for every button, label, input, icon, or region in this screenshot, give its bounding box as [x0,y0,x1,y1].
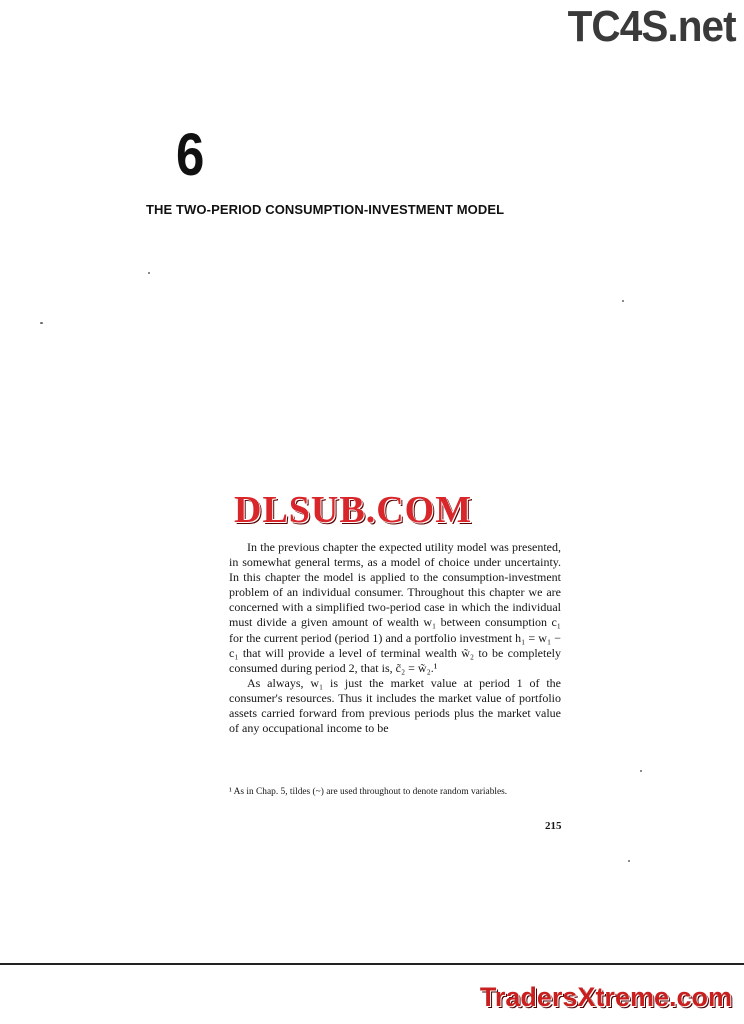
tradersxtreme-watermark: TradersXtreme.com [479,982,732,1012]
scan-speck [40,322,43,324]
paragraph-1: In the previous chapter the expected utility model was presented, in somewhat general terms, as a model of choice under uncertainty. In this chapter the model is applied to the consumption-investment problem of an individual consumer. Throughout this chapter we are concerned with a simplified two-period case in which the individual must divide a given amount of wealth w₁ between consumption c₁ for the current period (period 1) and a portfolio investment h₁ = w₁ − c₁ that will provide a level of terminal wealth w̃₂ to be completely consumed during period 2, that is, c̃₂ = w̃₂.¹ [229,540,561,675]
dlsub-watermark: DLSUB.COM [234,489,473,531]
tc4s-watermark: TC4S.net [567,2,736,51]
paragraph-2: As always, w₁ is just the market value at period 1 of the consumer's resources. Thus it includes the market value of portfolio assets carried forward from previous periods plus the market value of any occupational income to be [229,675,561,736]
footnote: ¹ As in Chap. 5, tildes (~) are used throughout to denote random variables. [229,787,508,797]
scan-speck [640,770,642,772]
page-edge-rule [0,963,744,965]
page-number: 215 [545,820,562,832]
scan-speck [148,272,150,274]
chapter-number: 6 [176,121,205,188]
body-text [229,540,561,736]
scan-speck [628,860,630,862]
chapter-title: THE TWO-PERIOD CONSUMPTION-INVESTMENT MODEL [146,202,505,217]
scan-speck [622,300,624,302]
